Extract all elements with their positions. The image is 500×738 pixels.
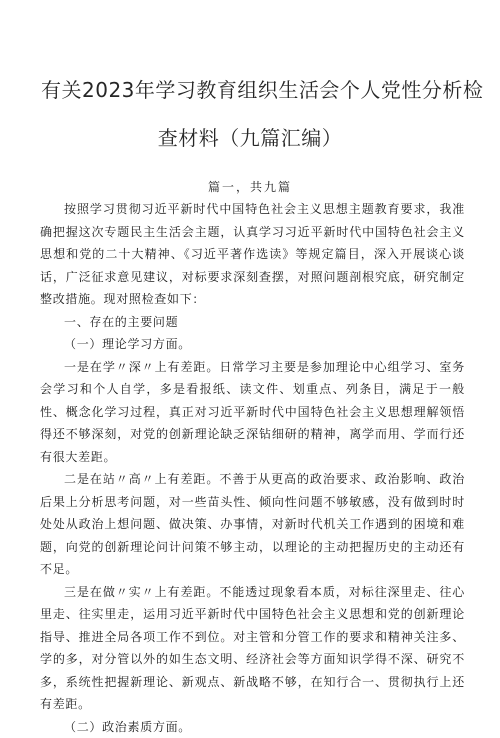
document-title-line-2: 查材料（九篇汇编） (0, 122, 500, 151)
subsection-heading-politics: （二）政治素质方面。 (40, 716, 465, 738)
document-subheading: 篇一，共九篇 (0, 178, 500, 195)
section-heading-problems: 一、存在的主要问题 (40, 311, 465, 334)
intro-paragraph: 按照学习贯彻习近平新时代中国特色社会主义思想主题教育要求，我准确把握这次专题民主生活会主题，认真学习习近平新时代中国特色社会主义思想和党的二十大精神、《习近平著作选读》等规定篇目，深入开展谈心谈话，广泛征求意见建议，对标要求深刻查摆，对照问题剖根究底，研究制定整改措施。现对照检查如下： (40, 198, 465, 311)
paragraph-point-1: 一是在学〃深〃上有差距。日常学习主要是参加理论中心组学习、室务会学习和个人自学，多是看报纸、读文件、划重点、列条目，满足于一般性、概念化学习过程，真正对习近平新时代中国特色社会主义思想理解领悟得还不够深刻，对党的创新理论缺乏深钻细研的精神，离学而用、学而行还有很大差距。 (40, 356, 465, 469)
document-body (40, 198, 465, 738)
document-title-line-1: 有关2023年学习教育组织生活会个人党性分析检 (0, 74, 500, 103)
subsection-heading-theory: （一）理论学习方面。 (40, 333, 465, 356)
paragraph-point-3: 三是在做〃实〃上有差距。不能透过现象看本质，对标往深里走、往心里走、往实里走，运用习近平新时代中国特色社会主义思想和党的创新理论指导、推进全局各项工作不到位。对主管和分管工作的要求和精神关注多、学的多，对分管以外的如生态文明、经济社会等方面知识学得不深、研究不多，系统性把握新理论、新观点、新战略不够，在知行合一、贯彻执行上还有差距。 (40, 581, 465, 716)
paragraph-point-2: 二是在站〃高〃上有差距。不善于从更高的政治要求、政治影响、政治后果上分析思考问题，对一些苗头性、倾向性问题不够敏感，没有做到时时处处从政治上想问题、做决策、办事情，对新时代机关工作遇到的困境和难题，向党的创新理论问计问策不够主动，以理论的主动把握历史的主动还有不足。 (40, 468, 465, 581)
